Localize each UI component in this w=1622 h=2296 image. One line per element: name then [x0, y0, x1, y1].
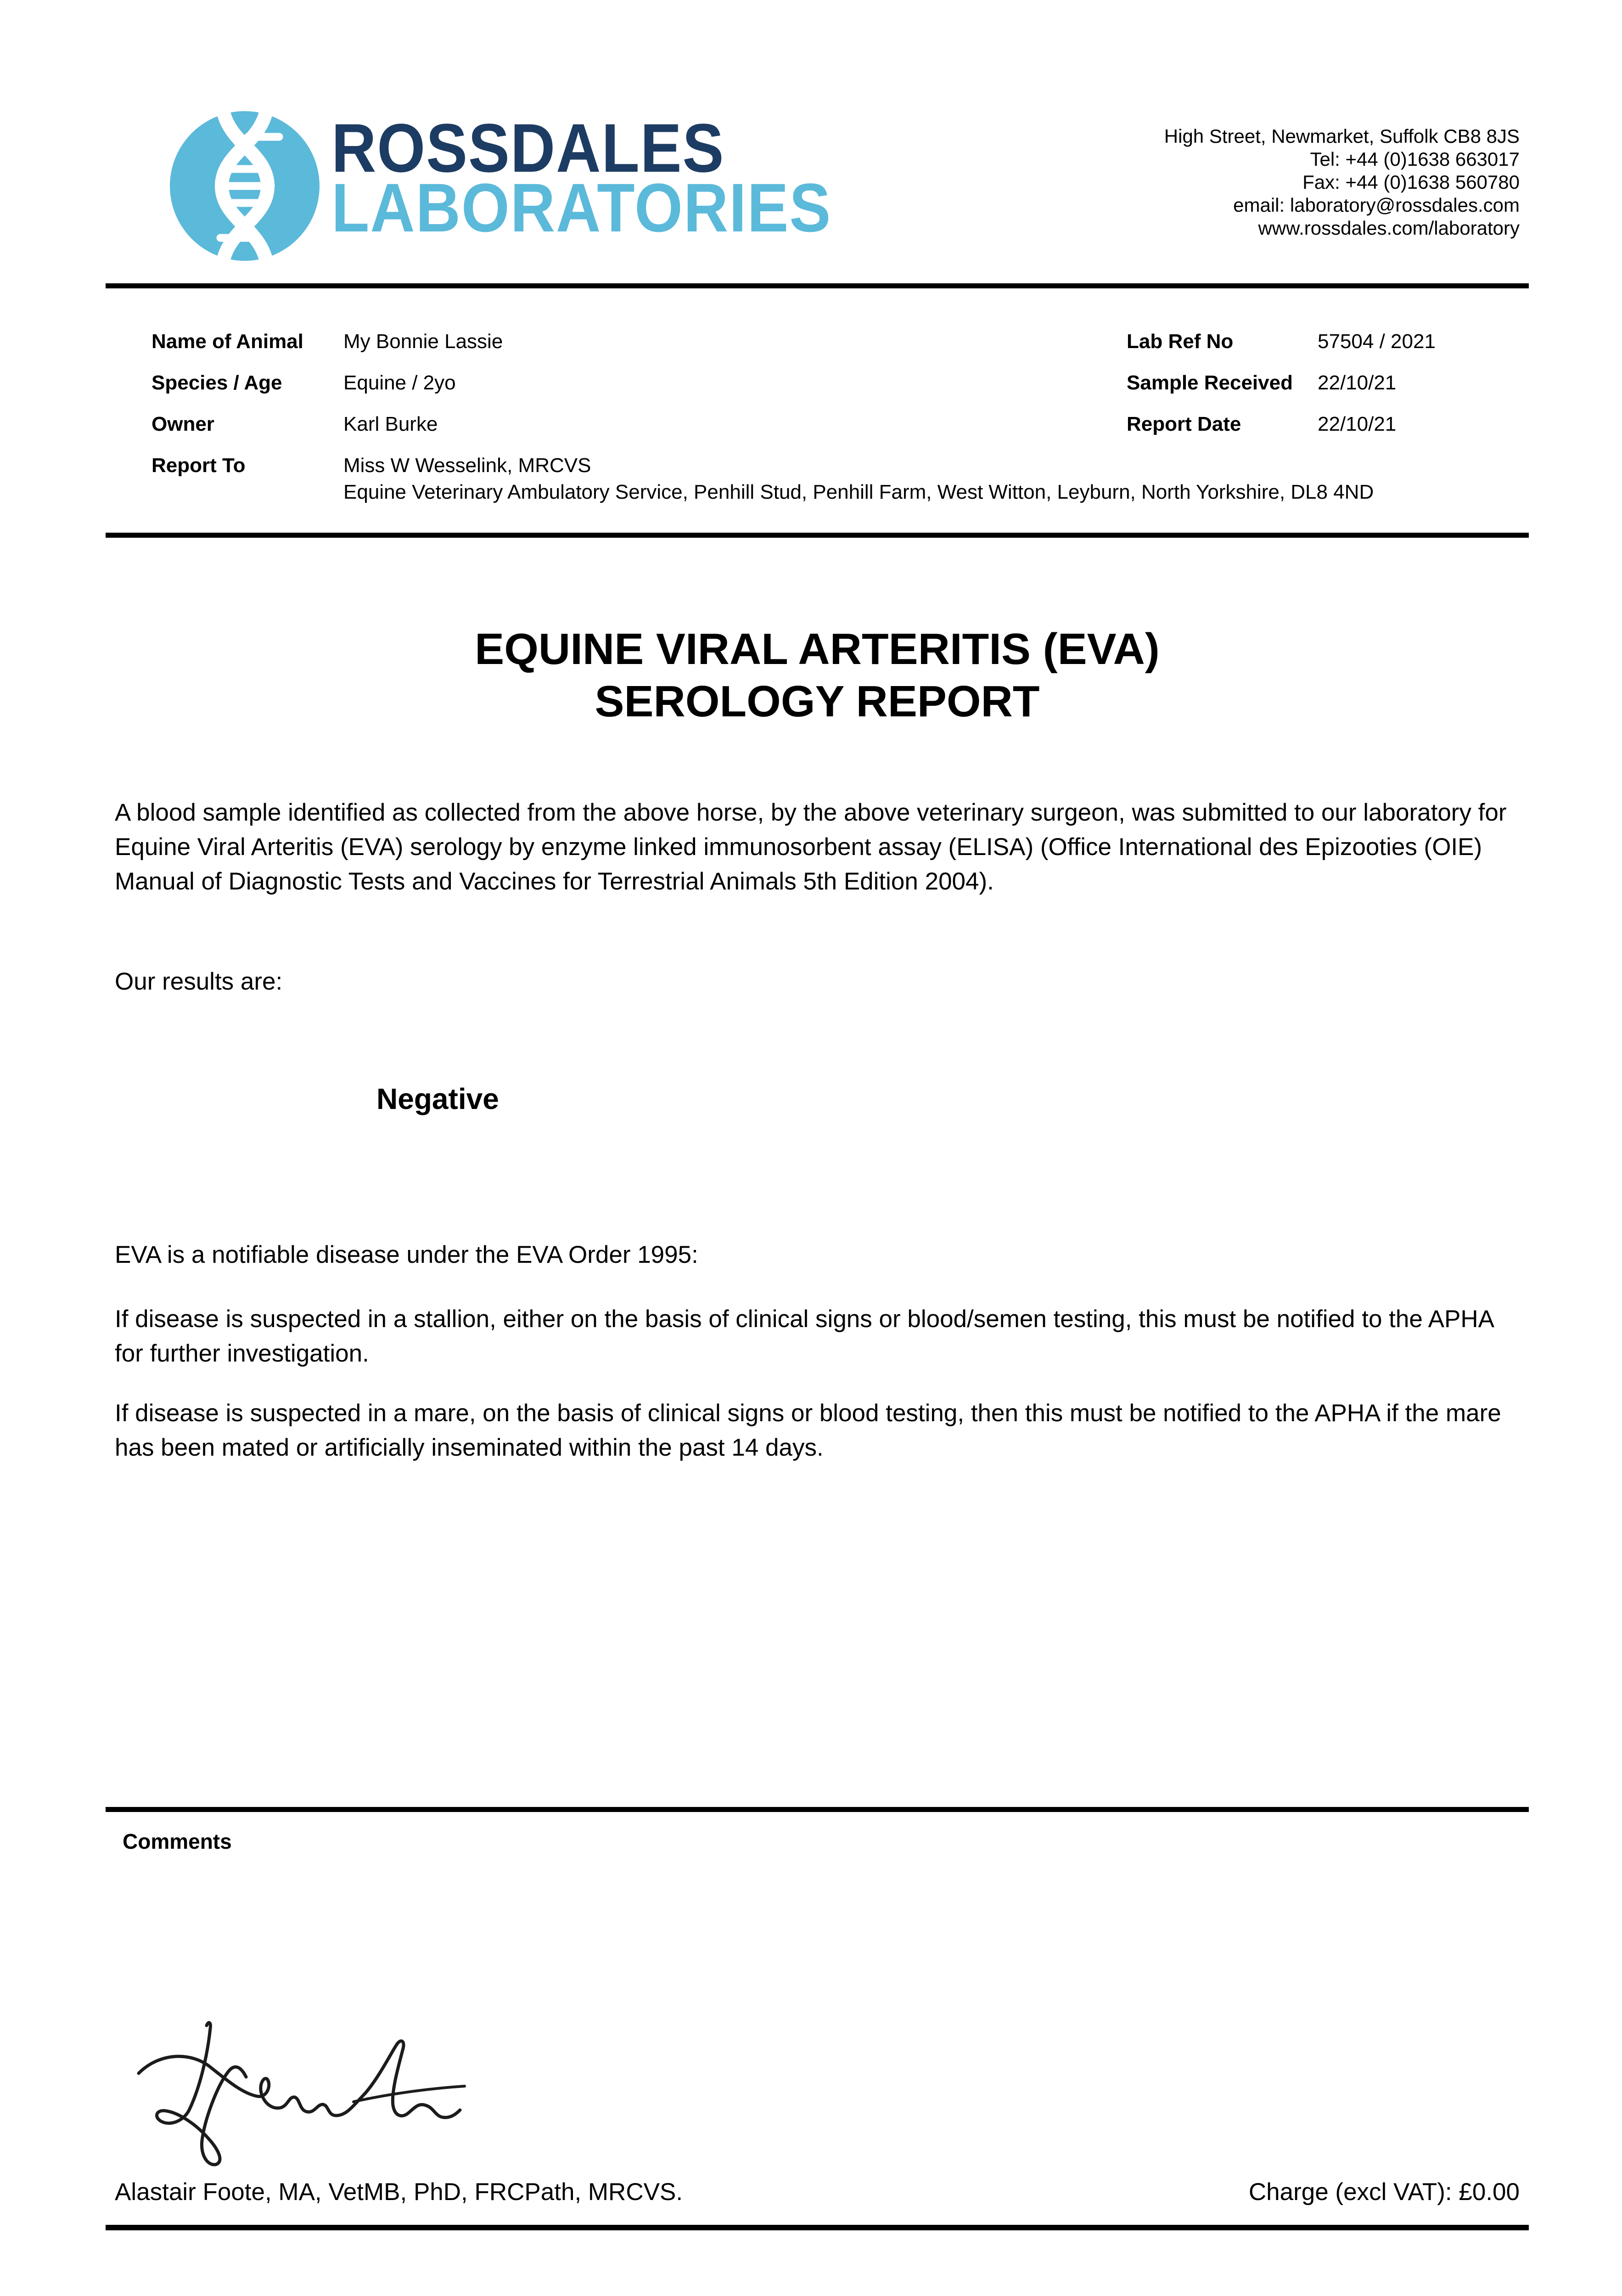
comments-divider: [106, 1807, 1529, 1812]
contact-tel: Tel: +44 (0)1638 663017: [1310, 148, 1520, 170]
signatory-name: Alastair Foote, MA, VetMB, PhD, FRCPath, MRCVS.: [115, 2178, 683, 2206]
details-divider: [106, 533, 1529, 538]
detail-value-lab-ref-no: 57504 / 2021: [1318, 330, 1436, 353]
detail-label-species-age: Species / Age: [152, 371, 282, 394]
rossdales-dna-logo-icon: [169, 110, 320, 262]
stallion-note: If disease is suspected in a stallion, either on the basis of clinical signs or blood/semen testing, this must be notified to the APHA for further investigation.: [115, 1306, 1493, 1367]
detail-value-owner: Karl Burke: [343, 413, 438, 435]
report-title-line1: EQUINE VIRAL ARTERITIS (EVA): [475, 625, 1160, 674]
report-to-recipient: Miss W Wesselink, MRCVS: [343, 454, 591, 477]
results-intro-text: Our results are:: [115, 968, 283, 995]
brand-name-line2: LABORATORIES: [331, 169, 832, 246]
charge-text: Charge (excl VAT): £0.00: [1248, 2178, 1520, 2206]
detail-value-report-to: [343, 452, 1537, 506]
report-title-line2: SEROLOGY REPORT: [595, 677, 1040, 726]
signature-image: [115, 2018, 482, 2172]
report-title: [106, 623, 1529, 728]
result-value: Negative: [376, 1082, 499, 1115]
detail-label-report-date: Report Date: [1127, 413, 1241, 435]
contact-address: High Street, Newmarket, Suffolk CB8 8JS: [1164, 125, 1520, 147]
report-to-address: Equine Veterinary Ambulatory Service, Penhill Stud, Penhill Farm, West Witton, Leyburn, North Yorkshire, DL8 4ND: [343, 481, 1374, 503]
detail-value-sample-received: 22/10/21: [1318, 371, 1397, 394]
detail-value-name-of-animal: My Bonnie Lassie: [343, 330, 503, 353]
contact-website: www.rossdales.com/laboratory: [1258, 217, 1520, 239]
contact-block: [1164, 125, 1520, 240]
contact-email: email: laboratory@rossdales.com: [1233, 194, 1520, 216]
notifiable-note: EVA is a notifiable disease under the EVA Order 1995:: [115, 1241, 698, 1268]
brand-name-line1: ROSSDALES: [331, 109, 725, 186]
detail-value-species-age: Equine / 2yo: [343, 371, 456, 394]
brand-wordmark: [331, 109, 832, 246]
header-divider: [106, 283, 1529, 288]
contact-fax: Fax: +44 (0)1638 560780: [1302, 171, 1520, 193]
detail-label-name-of-animal: Name of Animal: [152, 330, 303, 353]
comments-heading: Comments: [123, 1829, 232, 1853]
mare-note: If disease is suspected in a mare, on the basis of clinical signs or blood testing, then this must be notified to the APHA if the mare has been mated or artificially inseminated within the past 14 days.: [115, 1400, 1501, 1461]
detail-label-report-to: Report To: [152, 454, 246, 477]
footer-divider: [106, 2225, 1529, 2230]
detail-label-sample-received: Sample Received: [1127, 371, 1293, 394]
detail-label-lab-ref-no: Lab Ref No: [1127, 330, 1234, 353]
detail-label-owner: Owner: [152, 413, 214, 435]
detail-value-report-date: 22/10/21: [1318, 413, 1397, 435]
report-intro-paragraph: A blood sample identified as collected from the above horse, by the above veterinary surgeon, was submitted to our laboratory for Equine Viral Arteritis (EVA) serology by enzyme linked immunosorbent assay (ELISA) (Office International des Epizooties (OIE) Manual of Diagnostic Tests and Vaccines for Terrestrial Animals 5th Edition 2004).: [115, 799, 1507, 895]
